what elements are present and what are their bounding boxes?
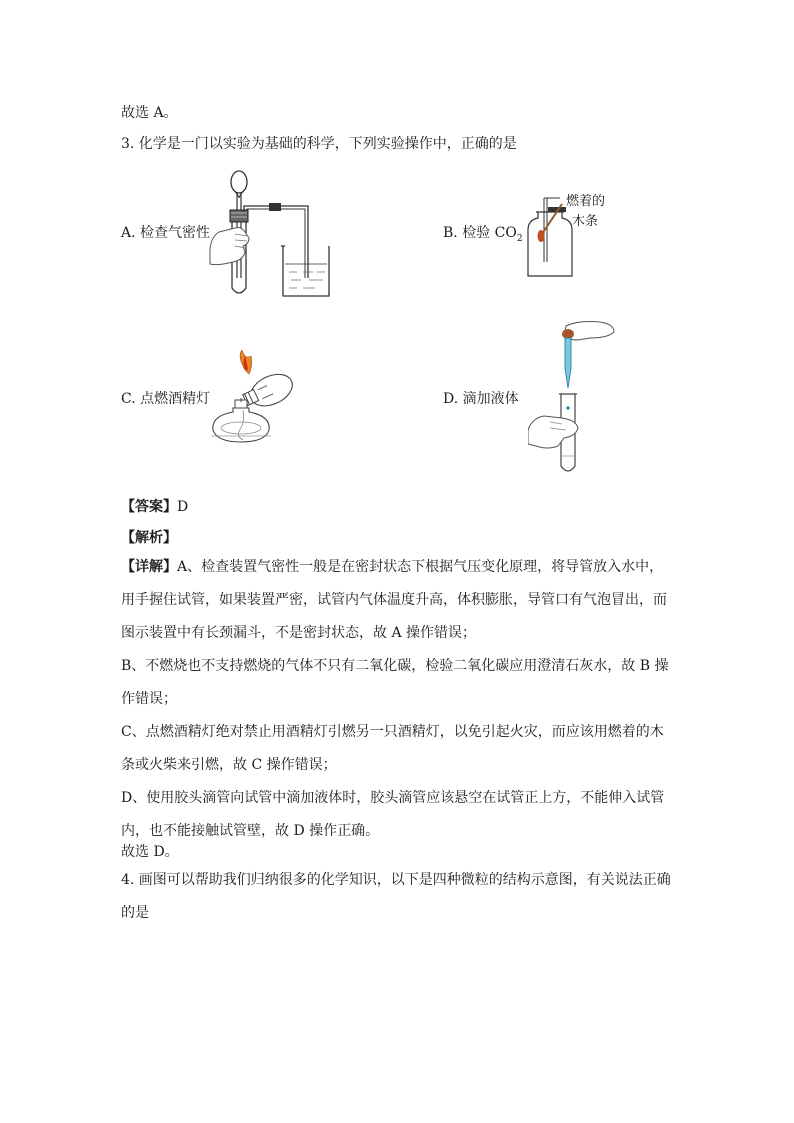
detail-section bbox=[121, 551, 677, 848]
question-4-stem: 4. 画图可以帮助我们归纳很多的化学知识，以下是四种微粒的结构示意图，有关说法正确的是 bbox=[121, 872, 671, 921]
co2-subscript: 2 bbox=[516, 233, 523, 244]
analysis-tag: 【解析】 bbox=[121, 530, 177, 546]
detail-c-paragraph: C、点燃酒精灯绝对禁止用酒精灯引燃另一只酒精灯，以免引起火灾，而应该用燃着的木条或火柴来引燃，故 C 操作错误； bbox=[121, 724, 664, 773]
gas-jar-figure bbox=[520, 190, 580, 280]
detail-d-paragraph: D、使用胶头滴管向试管中滴加液体时，胶头滴管应该悬空在试管正上方，不能伸入试管内，也不能接触试管壁，故 D 操作正确。 bbox=[121, 790, 665, 839]
airtightness-apparatus-figure bbox=[205, 168, 335, 303]
detail-b-paragraph: B、不燃烧也不支持燃烧的气体不只有二氧化碳，检验二氧化碳应用澄清石灰水，故 B 操作错误； bbox=[121, 658, 669, 707]
answer-choice-d-line: 故选 D。 bbox=[121, 844, 179, 860]
answer-choice-line: 故选 A。 bbox=[121, 105, 178, 121]
option-b-text: B. 检验 CO bbox=[443, 225, 517, 241]
option-a-label: A. 检查气密性 bbox=[121, 225, 211, 241]
answer-value: D bbox=[177, 499, 189, 515]
option-b-label bbox=[443, 222, 523, 244]
burning-stick-label-1: 燃着的 bbox=[566, 194, 606, 209]
answer-tag: 【答案】 bbox=[121, 499, 177, 515]
detail-a-text: A、检查装置气密性一般是在密封状态下根据气压变化原理，将导管放入水中，用手握住试管，如果装置严密，试管内气体温度升高，体积膨胀，导管口有气泡冒出，而图示装置中有长颈漏斗，不是密封状态，故 A 操作错误； bbox=[121, 559, 667, 641]
burning-stick-label-2: 木条 bbox=[572, 214, 599, 229]
option-d-label: D. 滴加液体 bbox=[443, 391, 519, 407]
answer-line bbox=[121, 497, 188, 517]
option-c-label: C. 点燃酒精灯 bbox=[121, 391, 211, 407]
question-3-stem: 3. 化学是一门以实验为基础的科学，下列实验操作中，正确的是 bbox=[121, 136, 517, 152]
alcohol-lamp-figure bbox=[205, 350, 300, 445]
detail-a-paragraph bbox=[121, 551, 677, 650]
dropper-testtube-figure bbox=[528, 318, 618, 478]
detail-tag: 【详解】 bbox=[121, 559, 177, 575]
